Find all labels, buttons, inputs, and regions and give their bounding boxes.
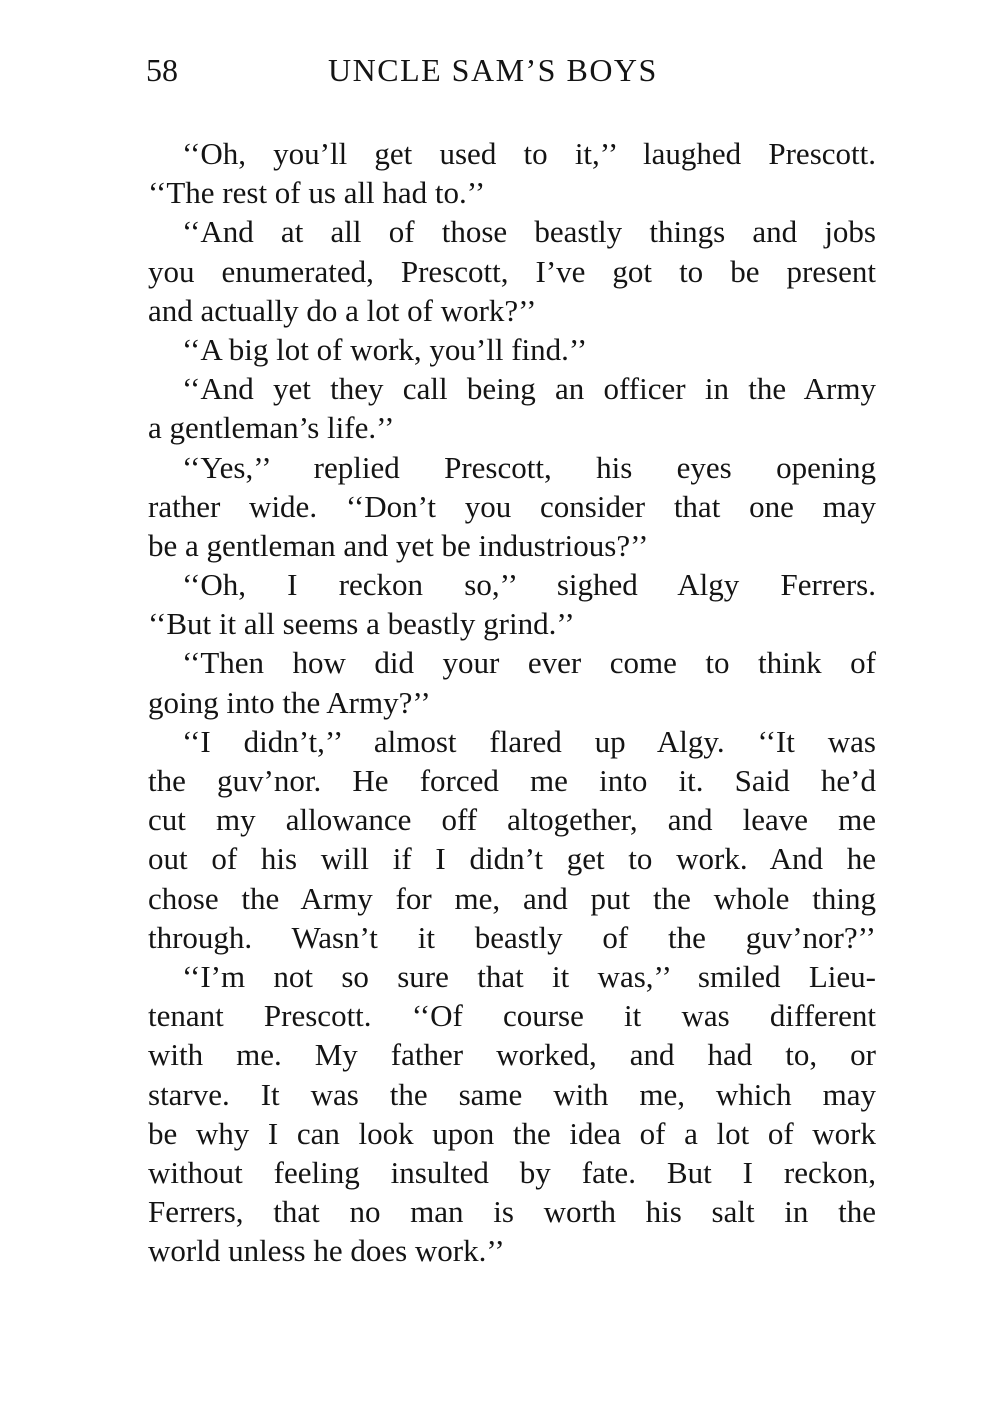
page-number: 58	[146, 52, 178, 88]
text-line: ‘‘But it all seems a beastly grind.’’	[148, 606, 575, 642]
text-line: you enumerated, Prescott, I’ve got to be present	[148, 253, 876, 289]
text-line: ‘‘And yet they call being an officer in the Army	[182, 371, 876, 407]
text-line: and actually do a lot of work?’’	[148, 292, 537, 328]
text-line: with me. My father worked, and had to, or	[148, 1037, 876, 1073]
text-line: ‘‘The rest of us all had to.’’	[148, 175, 486, 211]
text-line: ‘‘And at all of those beastly things and jobs	[182, 214, 876, 250]
text-line: through. Wasn’t it beastly of the guv’nor?’’	[148, 919, 876, 955]
text-line: be a gentleman and yet be industrious?’’	[148, 527, 649, 563]
text-line: rather wide. ‘‘Don’t you consider that one may	[148, 488, 876, 524]
text-line: starve. It was the same with me, which may	[148, 1076, 876, 1112]
book-title: UNCLE SAM’S BOYS	[328, 52, 658, 88]
running-head	[146, 48, 876, 92]
text-line: going into the Army?’’	[148, 684, 431, 720]
text-line: ‘‘Oh, I reckon so,’’ sighed Algy Ferrers.	[182, 567, 876, 603]
text-line: ‘‘Yes,’’ replied Prescott, his eyes opening	[182, 449, 876, 485]
text-line: the guv’nor. He forced me into it. Said he’d	[148, 763, 876, 798]
text-line: without feeling insulted by fate. But I reckon,	[148, 1154, 876, 1190]
text-line: ‘‘Oh, you’ll get used to it,’’ laughed Prescott.	[182, 136, 876, 171]
text-line: ‘‘Then how did your ever come to think of	[182, 645, 876, 681]
text-line: ‘‘A big lot of work, you’ll find.’’	[182, 331, 588, 367]
text-line: chose the Army for me, and put the whole thing	[148, 880, 876, 916]
text-line: Ferrers, that no man is worth his salt in the	[148, 1194, 876, 1230]
text-line: tenant Prescott. ‘‘Of course it was different	[148, 998, 876, 1034]
text-line: ‘‘I’m not so sure that it was,’’ smiled Lieu-	[182, 958, 876, 994]
text-line: be why I can look upon the idea of a lot of work	[148, 1115, 876, 1151]
text-line: world unless he does work.’’	[148, 1233, 505, 1269]
text-line: cut my allowance off altogether, and leave me	[148, 802, 876, 838]
text-line: a gentleman’s life.’’	[148, 410, 395, 446]
body-text	[148, 134, 876, 1270]
text-line: out of his will if I didn’t get to work. And he	[148, 841, 876, 877]
text-line: ‘‘I didn’t,’’ almost flared up Algy. ‘‘It was	[182, 723, 876, 759]
